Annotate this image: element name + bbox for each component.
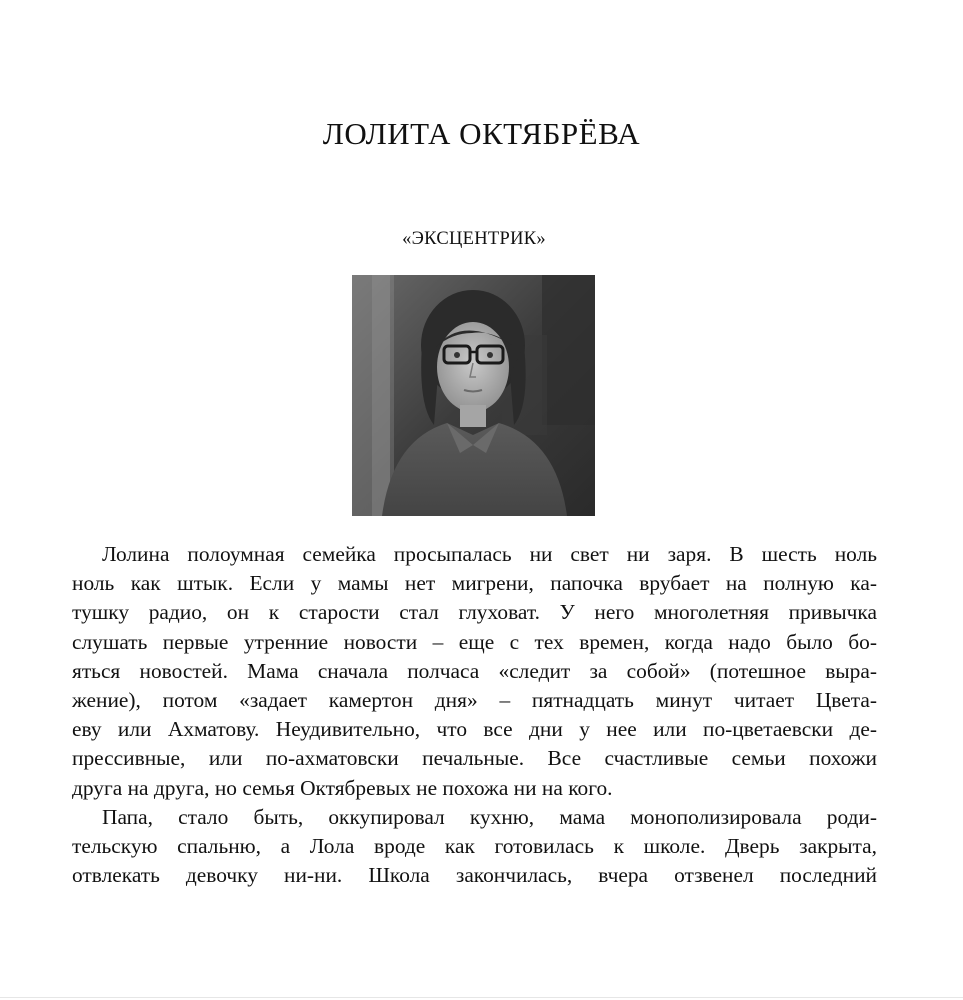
text-line: жение), потом «задает камертон дня» – пятнадцать минут читает Цвета- xyxy=(72,688,877,713)
text-line: отвлекать девочку ни-ни. Школа закончилась, вчера отзвенел последний xyxy=(72,863,877,888)
text-line: слушать первые утренние новости – еще с тех времен, когда надо было бо- xyxy=(72,629,877,654)
story-body xyxy=(72,540,877,890)
author-portrait-photo xyxy=(352,275,595,516)
text-line: ноль как штык. Если у мамы нет мигрени, папочка врубает на полную ка- xyxy=(72,571,877,596)
text-line: тушку радио, он к старости стал глуховат. У него многолетняя привычка xyxy=(72,600,877,625)
text-line: Лолина полоумная семейка просыпалась ни свет ни заря. В шесть ноль xyxy=(102,542,877,566)
text-line: яться новостей. Мама сначала полчаса «следит за собой» (потешное выра- xyxy=(72,658,877,683)
text-line: тельскую спальню, а Лола вроде как готовилась к школе. Дверь закрыта, xyxy=(72,834,877,859)
author-name: ЛОЛИТА ОКТЯБРЁВА xyxy=(322,116,641,151)
paragraph-2 xyxy=(72,803,877,891)
page-edge-divider xyxy=(0,997,963,998)
text-line: еву или Ахматову. Неудивительно, что все дни у нее или по-цветаевски де- xyxy=(72,717,877,742)
story-title: «ЭКСЦЕНТРИК» xyxy=(402,229,546,249)
paragraph-1 xyxy=(72,540,877,803)
text-line: Папа, стало быть, оккупировал кухню, мама монополизировала роди- xyxy=(102,804,877,829)
text-line: прессивные, или по-ахматовски печальные. Все счастливые семьи похожи xyxy=(72,746,877,771)
text-line: друга на друга, но семья Октябревых не похожа ни на кого. xyxy=(72,775,613,800)
